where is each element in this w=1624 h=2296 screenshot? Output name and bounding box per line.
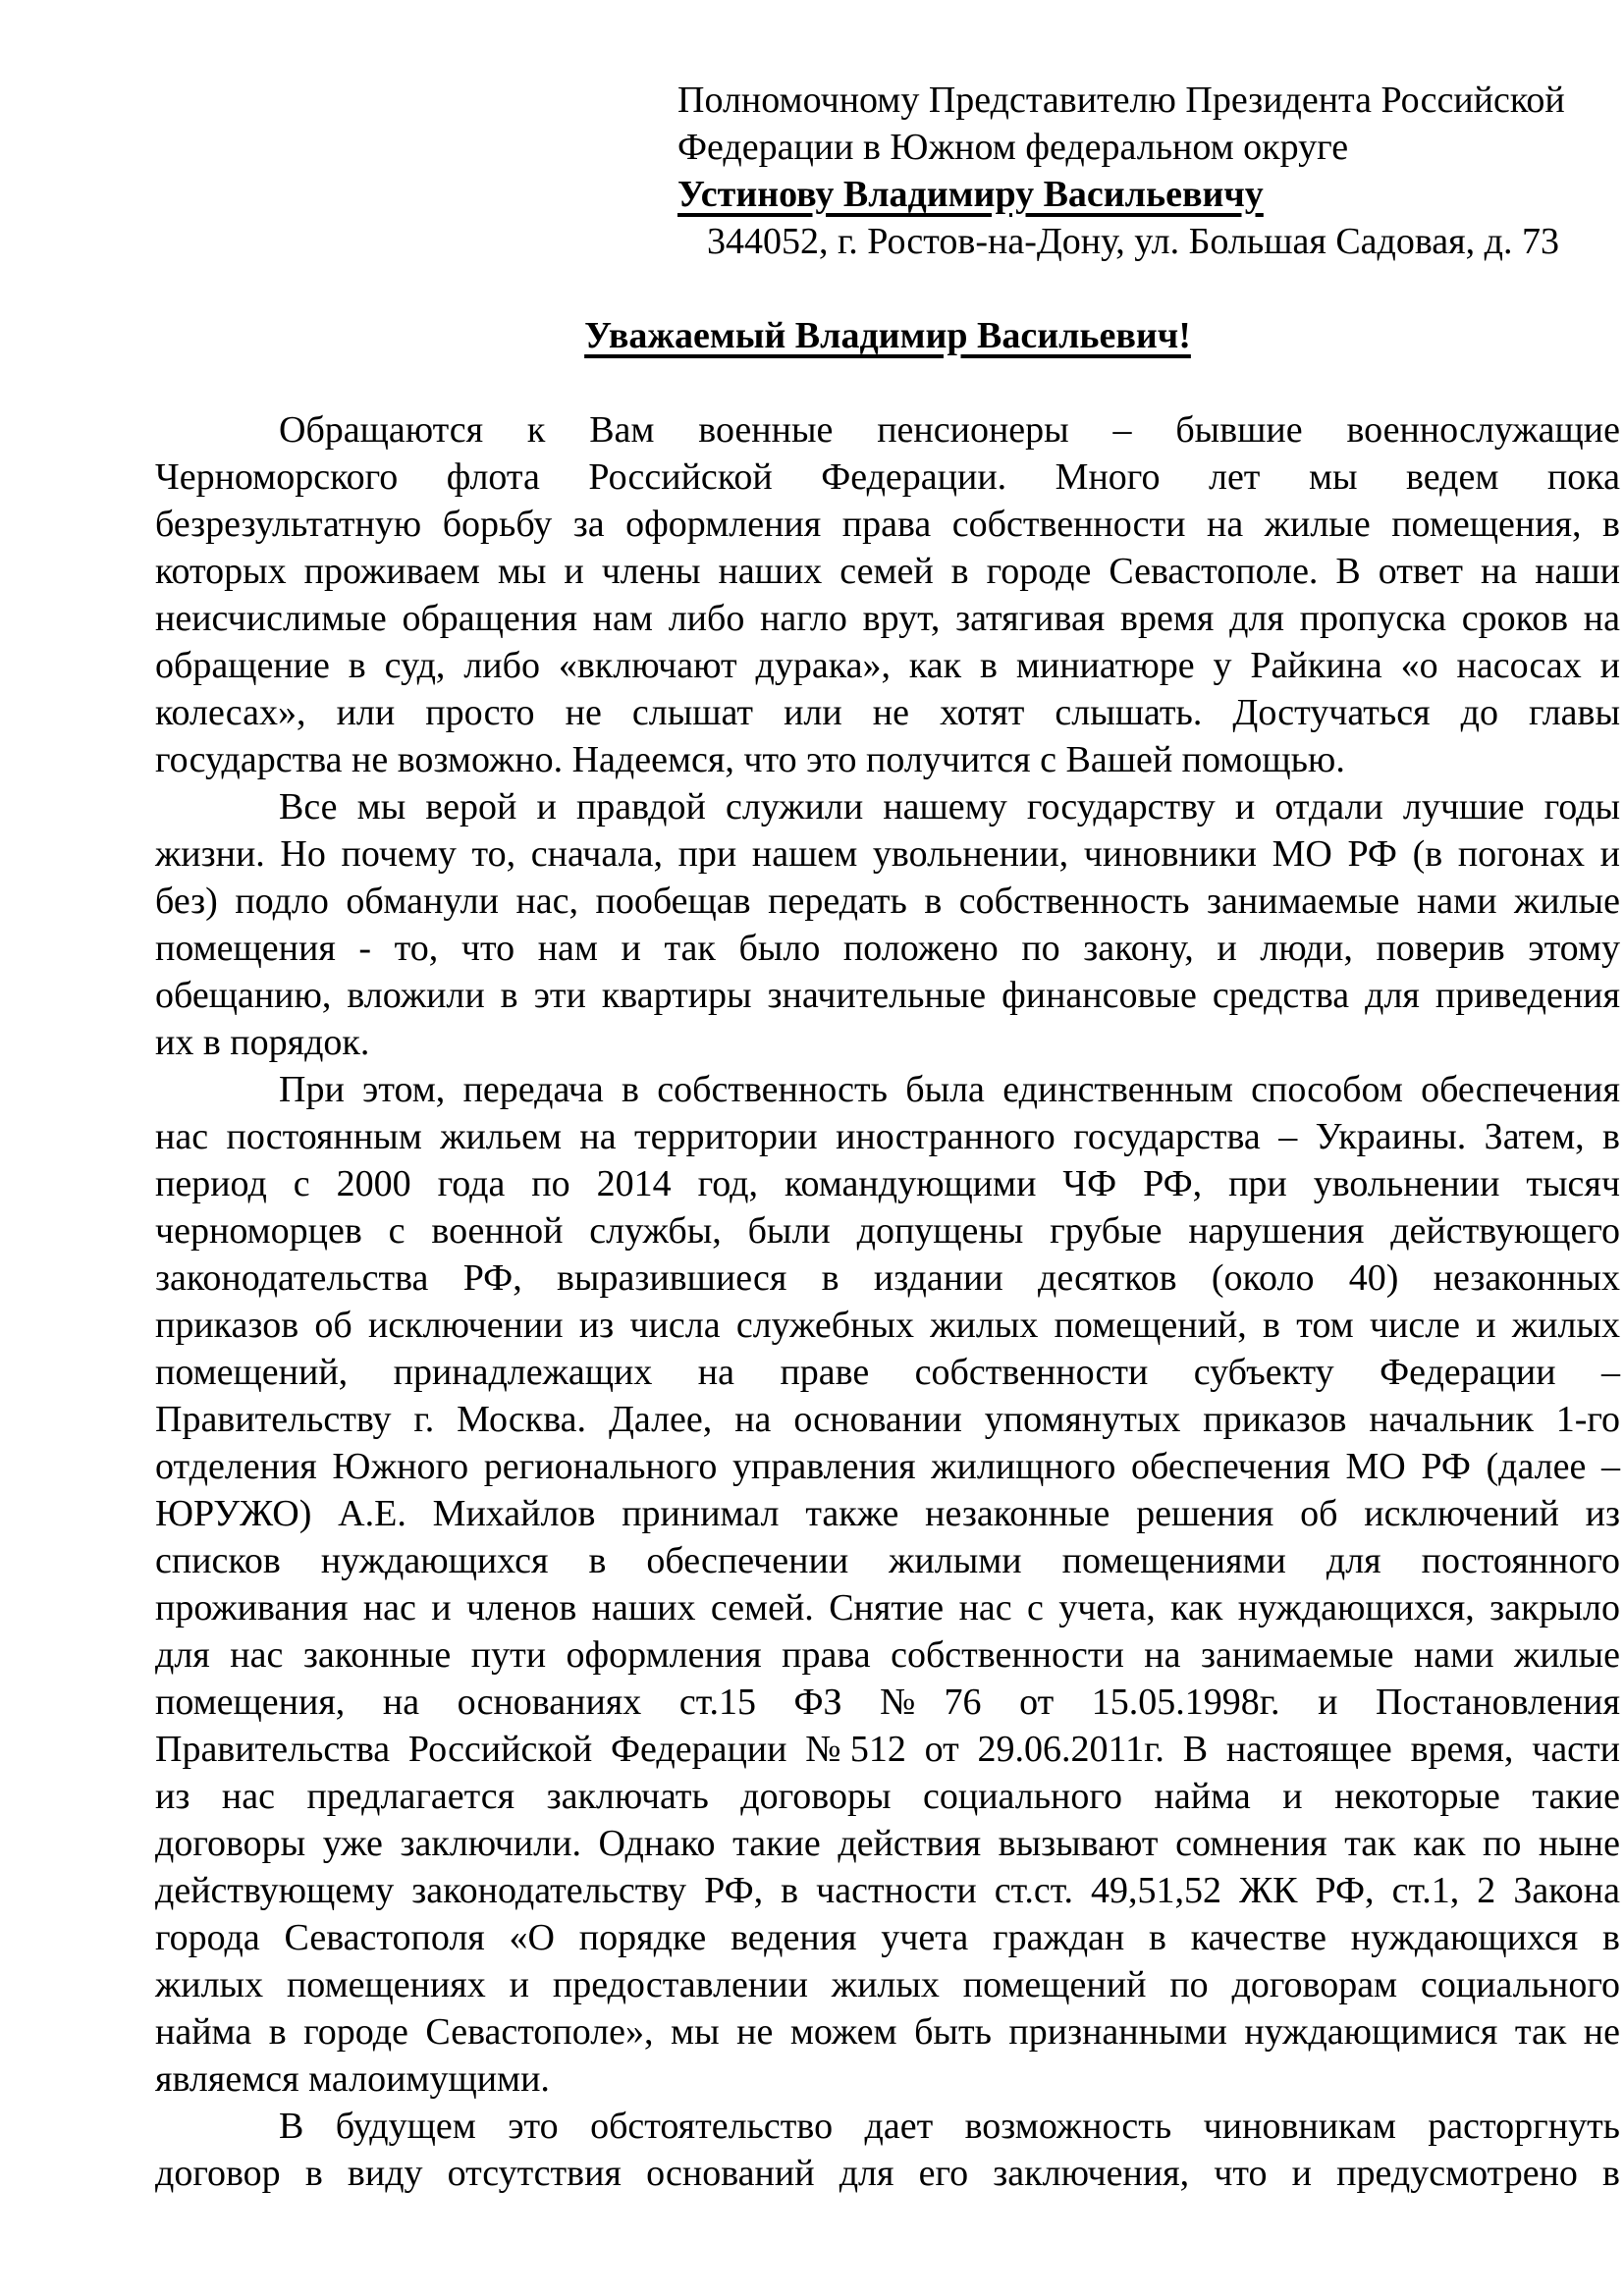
text-line: В будущем это обстоятельство дает возможность чиновникам расторгнуть bbox=[279, 2106, 1620, 2147]
text-line: помещений, принадлежащих на праве собственности субъекту Федерации – bbox=[155, 1352, 1620, 1393]
text-line: обращение в суд, либо «включают дурака», как в миниатюре у Райкина «о насосах и bbox=[155, 645, 1620, 686]
text-line: которых проживаем мы и члены наших семей в городе Севастополе. В ответ на наши bbox=[155, 551, 1620, 592]
text-line: приказов об исключении из числа служебных жилых помещений, в том числе и жилых bbox=[155, 1305, 1620, 1346]
recipient-line: Устинову Владимиру Васильевичу bbox=[677, 174, 1264, 215]
text-line: жилых помещениях и предоставлении жилых помещений по договорам социального bbox=[155, 1964, 1620, 2005]
text-line: Черноморского флота Российской Федерации. Много лет мы ведем пока bbox=[155, 456, 1620, 498]
letter-body bbox=[155, 406, 1620, 2197]
paragraph bbox=[155, 2103, 1620, 2197]
salutation-text: Уважаемый Владимир Васильевич! bbox=[584, 315, 1191, 356]
text-line: ЮРУЖО) А.Е. Михайлов принимал также незаконные решения об исключений из bbox=[155, 1493, 1620, 1534]
paragraph bbox=[155, 1066, 1620, 2103]
paragraph bbox=[155, 406, 1620, 783]
text-line: государства не возможно. Надеемся, что это получится с Вашей помощью. bbox=[155, 739, 1345, 780]
text-line: являемся малоимущими. bbox=[155, 2058, 550, 2100]
text-line: города Севастополя «О порядке ведения учета граждан в качестве нуждающихся в bbox=[155, 1917, 1620, 1958]
text-line: Правительству г. Москва. Далее, на основании упомянутых приказов начальник 1-го bbox=[155, 1399, 1620, 1440]
text-line: законодательства РФ, выразившиеся в издании десятков (около 40) незаконных bbox=[155, 1257, 1620, 1299]
text-line: неисчислимые обращения нам либо нагло врут, затягивая время для пропуска сроков на bbox=[155, 598, 1620, 639]
text-line: для нас законные пути оформления права собственности на занимаемые нами жилые bbox=[155, 1634, 1620, 1676]
text-line: При этом, передача в собственность была единственным способом обеспечения bbox=[279, 1069, 1620, 1110]
recipient-line: 344052, г. Ростов-на-Дону, ул. Большая Садовая, д. 73 bbox=[707, 221, 1559, 262]
text-line: помещения, на основаниях ст.15 ФЗ №76 от 15.05.1998г. и Постановления bbox=[155, 1682, 1620, 1723]
text-line: проживания нас и членов наших семей. Снятие нас с учета, как нуждающихся, закрыло bbox=[155, 1587, 1620, 1629]
text-line: без) подло обманули нас, пообещав передать в собственность занимаемые нами жилые bbox=[155, 881, 1620, 922]
recipient-line: Федерации в Южном федеральном округе bbox=[677, 127, 1349, 168]
text-line: отделения Южного регионального управления жилищного обеспечения МО РФ (далее – bbox=[155, 1446, 1620, 1487]
text-line: Правительства Российской Федерации №512 от 29.06.2011г. В настоящее время, части bbox=[155, 1729, 1620, 1770]
text-line: нас постоянным жильем на территории иностранного государства – Украины. Затем, в bbox=[155, 1116, 1620, 1157]
recipient-line: Полномочному Представителю Президента Российской bbox=[677, 80, 1565, 121]
text-line: Обращаются к Вам военные пенсионеры – бывшие военнослужащие bbox=[279, 409, 1620, 451]
text-line: черноморцев с военной службы, были допущены грубые нарушения действующего bbox=[155, 1210, 1620, 1252]
text-line: помещения - то, что нам и так было положено по закону, и люди, поверив этому bbox=[155, 928, 1620, 969]
text-line: колесах», или просто не слышат или не хотят слышать. Достучаться до главы bbox=[155, 692, 1620, 733]
text-line: их в порядок. bbox=[155, 1022, 370, 1063]
text-line: из нас предлагается заключать договоры социального найма и некоторые такие bbox=[155, 1776, 1620, 1817]
salutation-row bbox=[155, 312, 1620, 359]
text-line: Все мы верой и правдой служили нашему государству и отдали лучшие годы bbox=[279, 786, 1620, 828]
text-line: договоры уже заключили. Однако такие действия вызывают сомнения так как по ныне bbox=[155, 1823, 1620, 1864]
text-line: жизни. Но почему то, сначала, при нашем увольнении, чиновники МО РФ (в погонах и bbox=[155, 833, 1620, 875]
text-line: безрезультатную борьбу за оформления права собственности на жилые помещения, в bbox=[155, 504, 1620, 545]
text-line: списков нуждающихся в обеспечении жилыми помещениями для постоянного bbox=[155, 1540, 1620, 1581]
recipient-address-block bbox=[677, 77, 1581, 265]
text-line: договор в виду отсутствия оснований для его заключения, что и предусмотрено в bbox=[155, 2153, 1620, 2194]
text-line: обещанию, вложили в эти квартиры значительные финансовые средства для приведения bbox=[155, 975, 1620, 1016]
text-line: найма в городе Севастополе», мы не можем быть признанными нуждающимися так не bbox=[155, 2011, 1620, 2053]
paragraph bbox=[155, 783, 1620, 1066]
text-line: действующему законодательству РФ, в частности ст.ст. 49,51,52 ЖК РФ, ст.1, 2 Закона bbox=[155, 1870, 1620, 1911]
text-line: период с 2000 года по 2014 год, командующими ЧФ РФ, при увольнении тысяч bbox=[155, 1163, 1620, 1204]
